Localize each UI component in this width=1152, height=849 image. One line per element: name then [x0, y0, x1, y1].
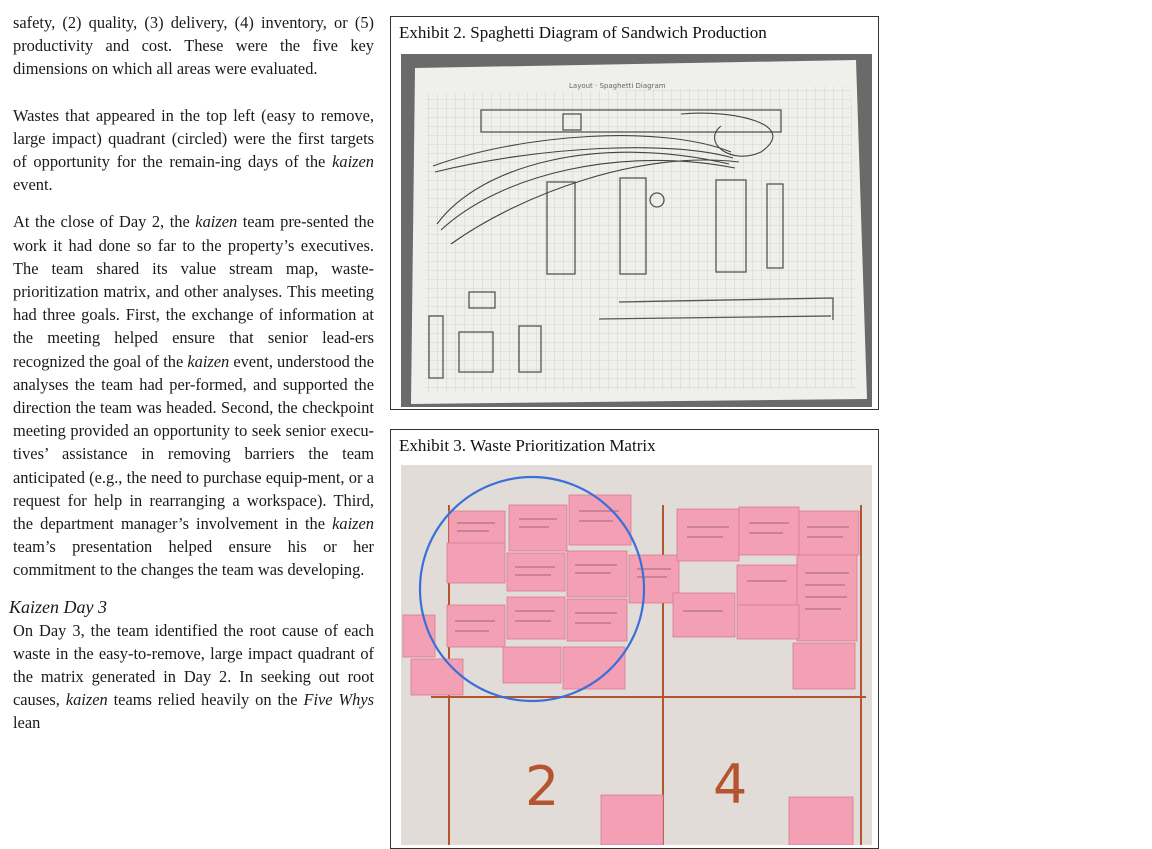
section-heading-day3: Kaizen Day 3	[9, 596, 107, 617]
paragraph-day3: On Day 3, the team identified the root cause of each waste in the easy-to-remove, large impact quadrant of the matrix generated in Day 2. In seeking out root causes, kaizen teams relied heavily on the Five Whys lean	[13, 620, 374, 733]
spaghetti-diagram-photo	[401, 54, 872, 407]
exhibit-3-caption: Exhibit 3. Waste Prioritization Matrix	[399, 436, 656, 455]
exhibit-2-caption: Exhibit 2. Spaghetti Diagram of Sandwich Production	[399, 23, 767, 42]
prioritization-matrix-photo	[401, 465, 872, 845]
svg-text:Layout · Spaghetti Diagram: Layout · Spaghetti Diagram	[569, 82, 666, 90]
article-text-column	[9, 11, 374, 735]
prioritization-matrix-drawing	[401, 465, 872, 845]
spaghetti-diagram-drawing	[401, 54, 872, 407]
paragraph-dimensions: safety, (2) quality, (3) delivery, (4) inventory, or (5) productivity and cost. These were the five key dimensions on which all areas were evaluated.	[13, 13, 374, 79]
paragraph-day2-meeting: At the close of Day 2, the kaizen team pre-sented the work it had done so far to the property’s executives. The team shared its value stream map, waste-prioritization matrix, and other analyses. This meeting had three goals. First, the exchange of information at the meeting helped ensure that senior lead-ers recognized the goal of the kaizen event, understood the analyses the team had per-formed, and supported the direction the team was headed. Second, the checkpoint meeting provided an opportunity to seek senior execu-tives’ assistance in removing barriers the team anticipated (e.g., the need to purchase equip-ment, or a request for help in rearranging a workspace). Third, the department manager’s involvement in the kaizen team’s presentation helped ensure his or her commitment to the changes the team was developing.	[13, 212, 374, 580]
quadrant-label-2: 2	[525, 755, 560, 818]
paragraph-quadrant: Wastes that appeared in the top left (easy to remove, large impact) quadrant (circled) were the first targets of opportunity for the remain-ing days of the kaizen event.	[13, 105, 374, 195]
exhibit-3-figure	[390, 429, 879, 849]
quadrant-label-4: 4	[713, 753, 748, 816]
exhibit-2-figure	[390, 16, 879, 410]
